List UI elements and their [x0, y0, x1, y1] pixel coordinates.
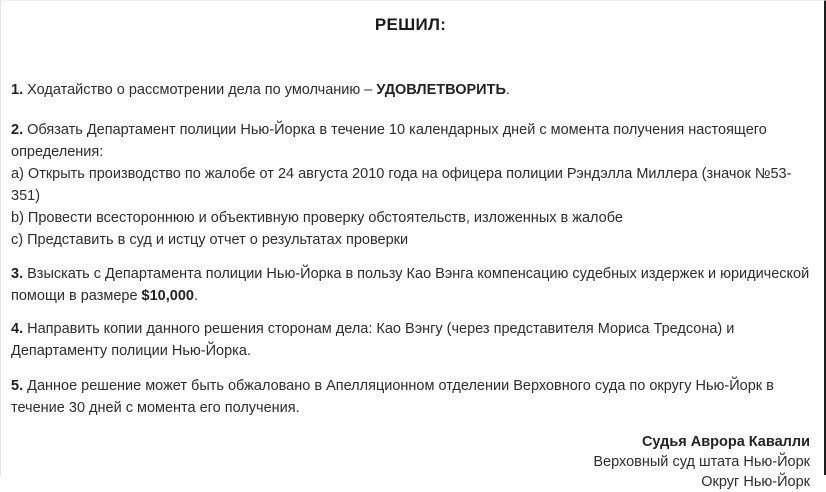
judge-name: Судья Аврора Кавалли: [641, 434, 810, 450]
item-1-emphasis: УДОВЛЕТВОРИТЬ: [376, 82, 506, 98]
item-5-number: 5.: [11, 378, 24, 394]
sub-item-a: a) Открыть производство по жалобе от 24 августа 2010 года на офицера полиции Рэндэлла Миллера (значок №53-351): [11, 166, 792, 204]
item-3-emphasis: $10,000: [141, 288, 194, 304]
order-item-5: [11, 375, 810, 419]
signature-block: [11, 432, 810, 492]
item-3-suffix: .: [193, 288, 198, 304]
order-item-3: [11, 263, 810, 307]
item-4-text: Направить копии данного решения сторонам дела: Као Вэнгу (через представителя Мориса Тредсона) и Департаменту полиции Нью-Йорка.: [11, 321, 735, 359]
order-item-4: [11, 318, 810, 362]
item-4-number: 4.: [11, 321, 24, 337]
item-2-number: 2.: [11, 122, 24, 138]
item-1-suffix: .: [505, 82, 510, 98]
item-5-text: Данное решение может быть обжаловано в Апелляционном отделении Верховного суда по округу Нью-Йорк в течение 30 дней с момента его получения.: [11, 378, 774, 416]
item-1-text: Ходатайство о рассмотрении дела по умолчанию –: [27, 82, 377, 98]
sub-item-c: c) Представить в суд и истцу отчет о результатах проверки: [11, 232, 409, 248]
sub-item-b: b) Провести всестороннюю и объективную проверку обстоятельств, изложенных в жалобе: [11, 210, 623, 226]
item-2-text: [11, 119, 810, 163]
item-3-text: Взыскать с Департамента полиции Нью-Йорка в пользу Као Вэнга компенсацию судебных издержек и юридической помощи в размере: [11, 266, 810, 304]
order-item-1: [11, 79, 810, 101]
order-item-2: [11, 119, 810, 251]
decision-heading: РЕШИЛ:: [374, 15, 447, 34]
item-3-number: 3.: [11, 266, 24, 282]
county-name: Округ Нью-Йорк: [701, 474, 810, 490]
item-2-body: Обязать Департамент полиции Нью-Йорка в течение 10 календарных дней с момента получения настоящего определения:: [11, 122, 767, 160]
item-1-number: 1.: [11, 82, 24, 98]
court-name: Верховный суд штата Нью-Йорк: [593, 454, 810, 470]
